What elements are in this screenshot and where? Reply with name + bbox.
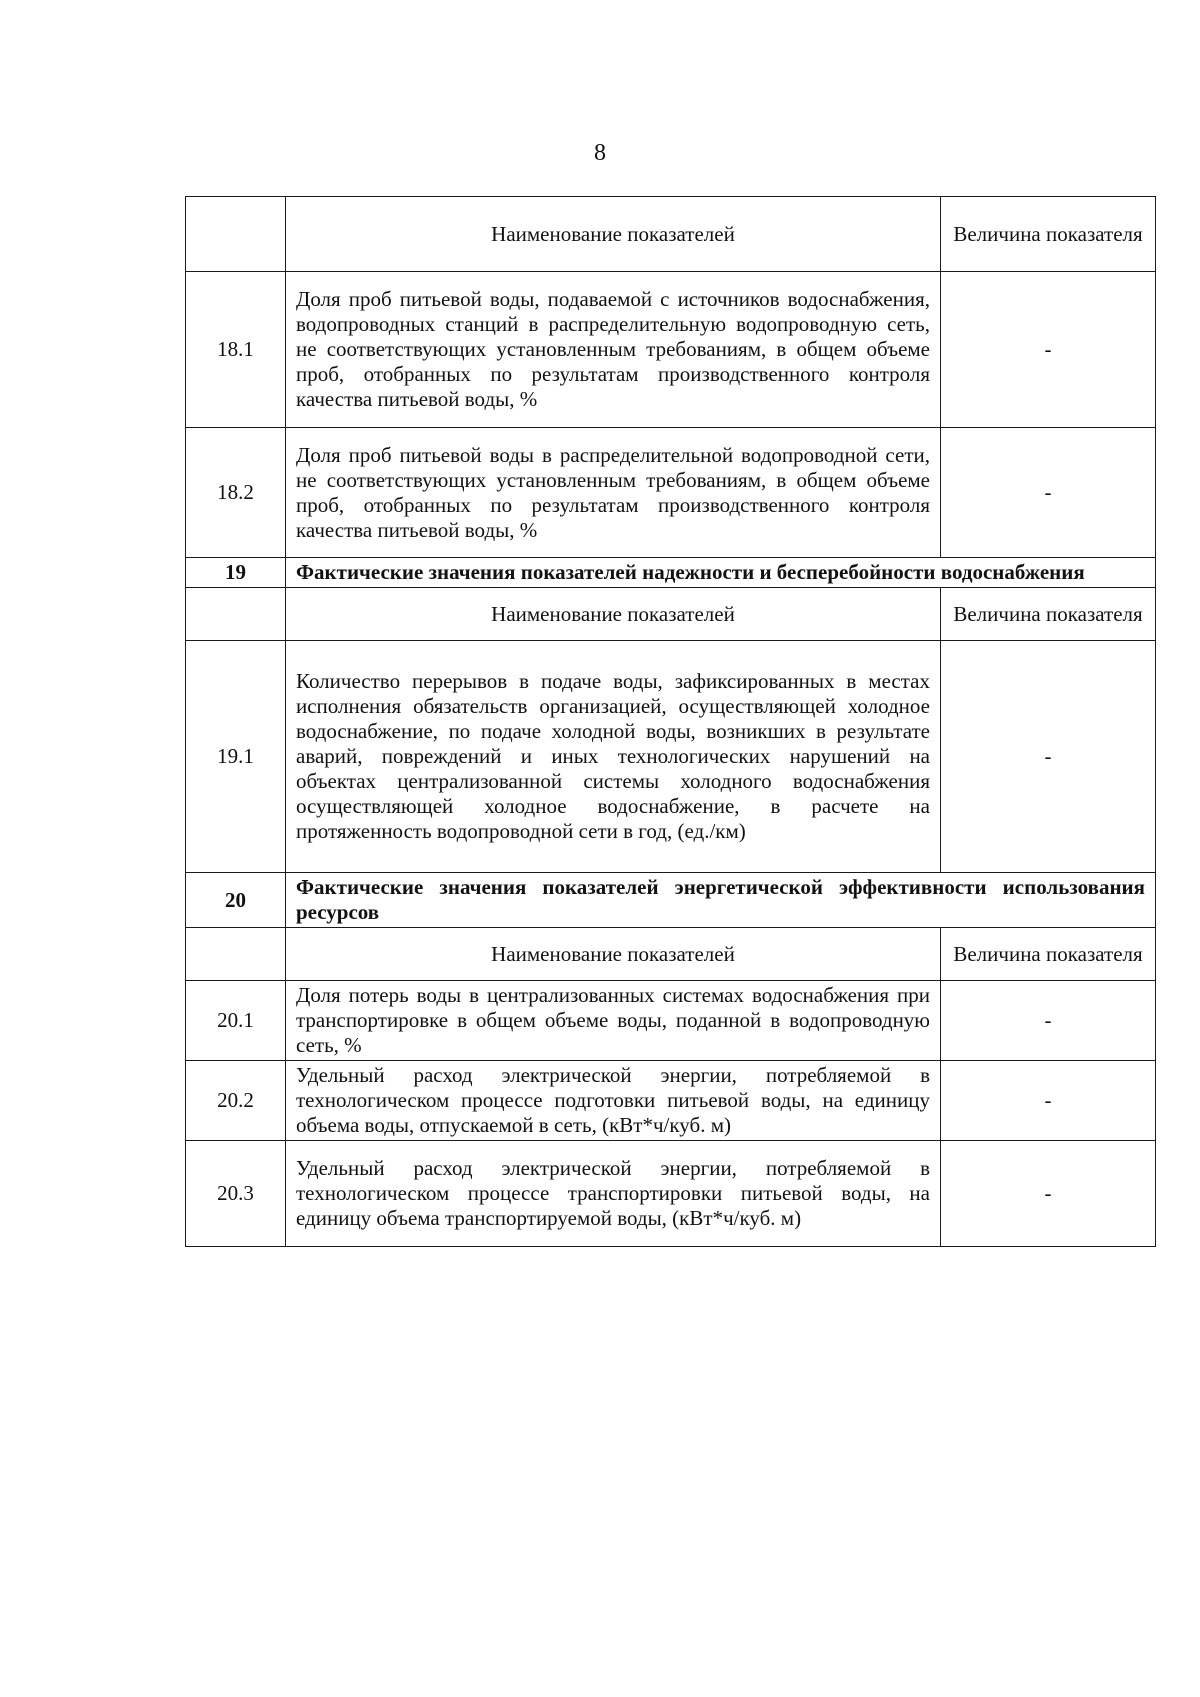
indicator-value: - (941, 981, 1156, 1061)
row-number: 18.1 (186, 272, 286, 428)
section-row (186, 558, 1156, 588)
table-header-row (186, 928, 1156, 981)
indicator-value: - (941, 428, 1156, 558)
section-title: Фактические значения показателей энергетической эффективности использования ресурсов (286, 873, 1156, 928)
indicator-name: Доля проб питьевой воды в распределительной водопроводной сети, не соответствующих установленным требованиям, в общем объеме проб, отобранных по результатам производственного контроля качества питьевой воды, % (286, 428, 941, 558)
table-row (186, 1061, 1156, 1141)
table-row (186, 981, 1156, 1061)
indicators-table (185, 196, 1156, 1247)
table-row (186, 1141, 1156, 1247)
indicator-value: - (941, 641, 1156, 873)
indicator-name: Количество перерывов в подаче воды, зафиксированных в местах исполнения обязательств организацией, осуществляющей холодное водоснабжение, по подаче холодной воды, возникших в результате аварий, повреждений и иных технологических нарушений на объектах централизованной системы холодного водоснабжения осуществляющей холодное водоснабжение, в расчете на протяженность водопроводной сети в год, (ед./км) (286, 641, 941, 873)
header-value-cell: Величина показателя (941, 928, 1156, 981)
table-row (186, 428, 1156, 558)
table-header-row (186, 197, 1156, 272)
indicator-name: Доля потерь воды в централизованных системах водоснабжения при транспортировке в общем объеме воды, поданной в водопроводную сеть, % (286, 981, 941, 1061)
section-number: 19 (186, 558, 286, 588)
indicator-value: - (941, 1061, 1156, 1141)
header-value-cell: Величина показателя (941, 197, 1156, 272)
section-number: 20 (186, 873, 286, 928)
section-row (186, 873, 1156, 928)
header-num-cell (186, 928, 286, 981)
indicator-name: Удельный расход электрической энергии, потребляемой в технологическом процессе транспортировки питьевой воды, на единицу объема транспортируемой воды, (кВт*ч/куб. м) (286, 1141, 941, 1247)
header-value-cell: Величина показателя (941, 588, 1156, 641)
header-name-cell: Наименование показателей (286, 928, 941, 981)
header-num-cell (186, 197, 286, 272)
row-number: 20.2 (186, 1061, 286, 1141)
row-number: 19.1 (186, 641, 286, 873)
table-header-row (186, 588, 1156, 641)
indicator-name: Доля проб питьевой воды, подаваемой с источников водоснабжения, водопроводных станций в распределительную водопроводную сеть, не соответствующих установленным требованиям, в общем объеме проб, отобранных по результатам производственного контроля качества питьевой воды, % (286, 272, 941, 428)
header-num-cell (186, 588, 286, 641)
page-number: 8 (594, 140, 606, 166)
indicator-name: Удельный расход электрической энергии, потребляемой в технологическом процессе подготовки питьевой воды, на единицу объема воды, отпускаемой в сеть, (кВт*ч/куб. м) (286, 1061, 941, 1141)
header-name-cell: Наименование показателей (286, 588, 941, 641)
indicator-value: - (941, 1141, 1156, 1247)
indicator-value: - (941, 272, 1156, 428)
row-number: 20.1 (186, 981, 286, 1061)
table-row (186, 272, 1156, 428)
row-number: 20.3 (186, 1141, 286, 1247)
section-title: Фактические значения показателей надежности и бесперебойности водоснабжения (286, 558, 1156, 588)
row-number: 18.2 (186, 428, 286, 558)
table-row (186, 641, 1156, 873)
header-name-cell: Наименование показателей (286, 197, 941, 272)
